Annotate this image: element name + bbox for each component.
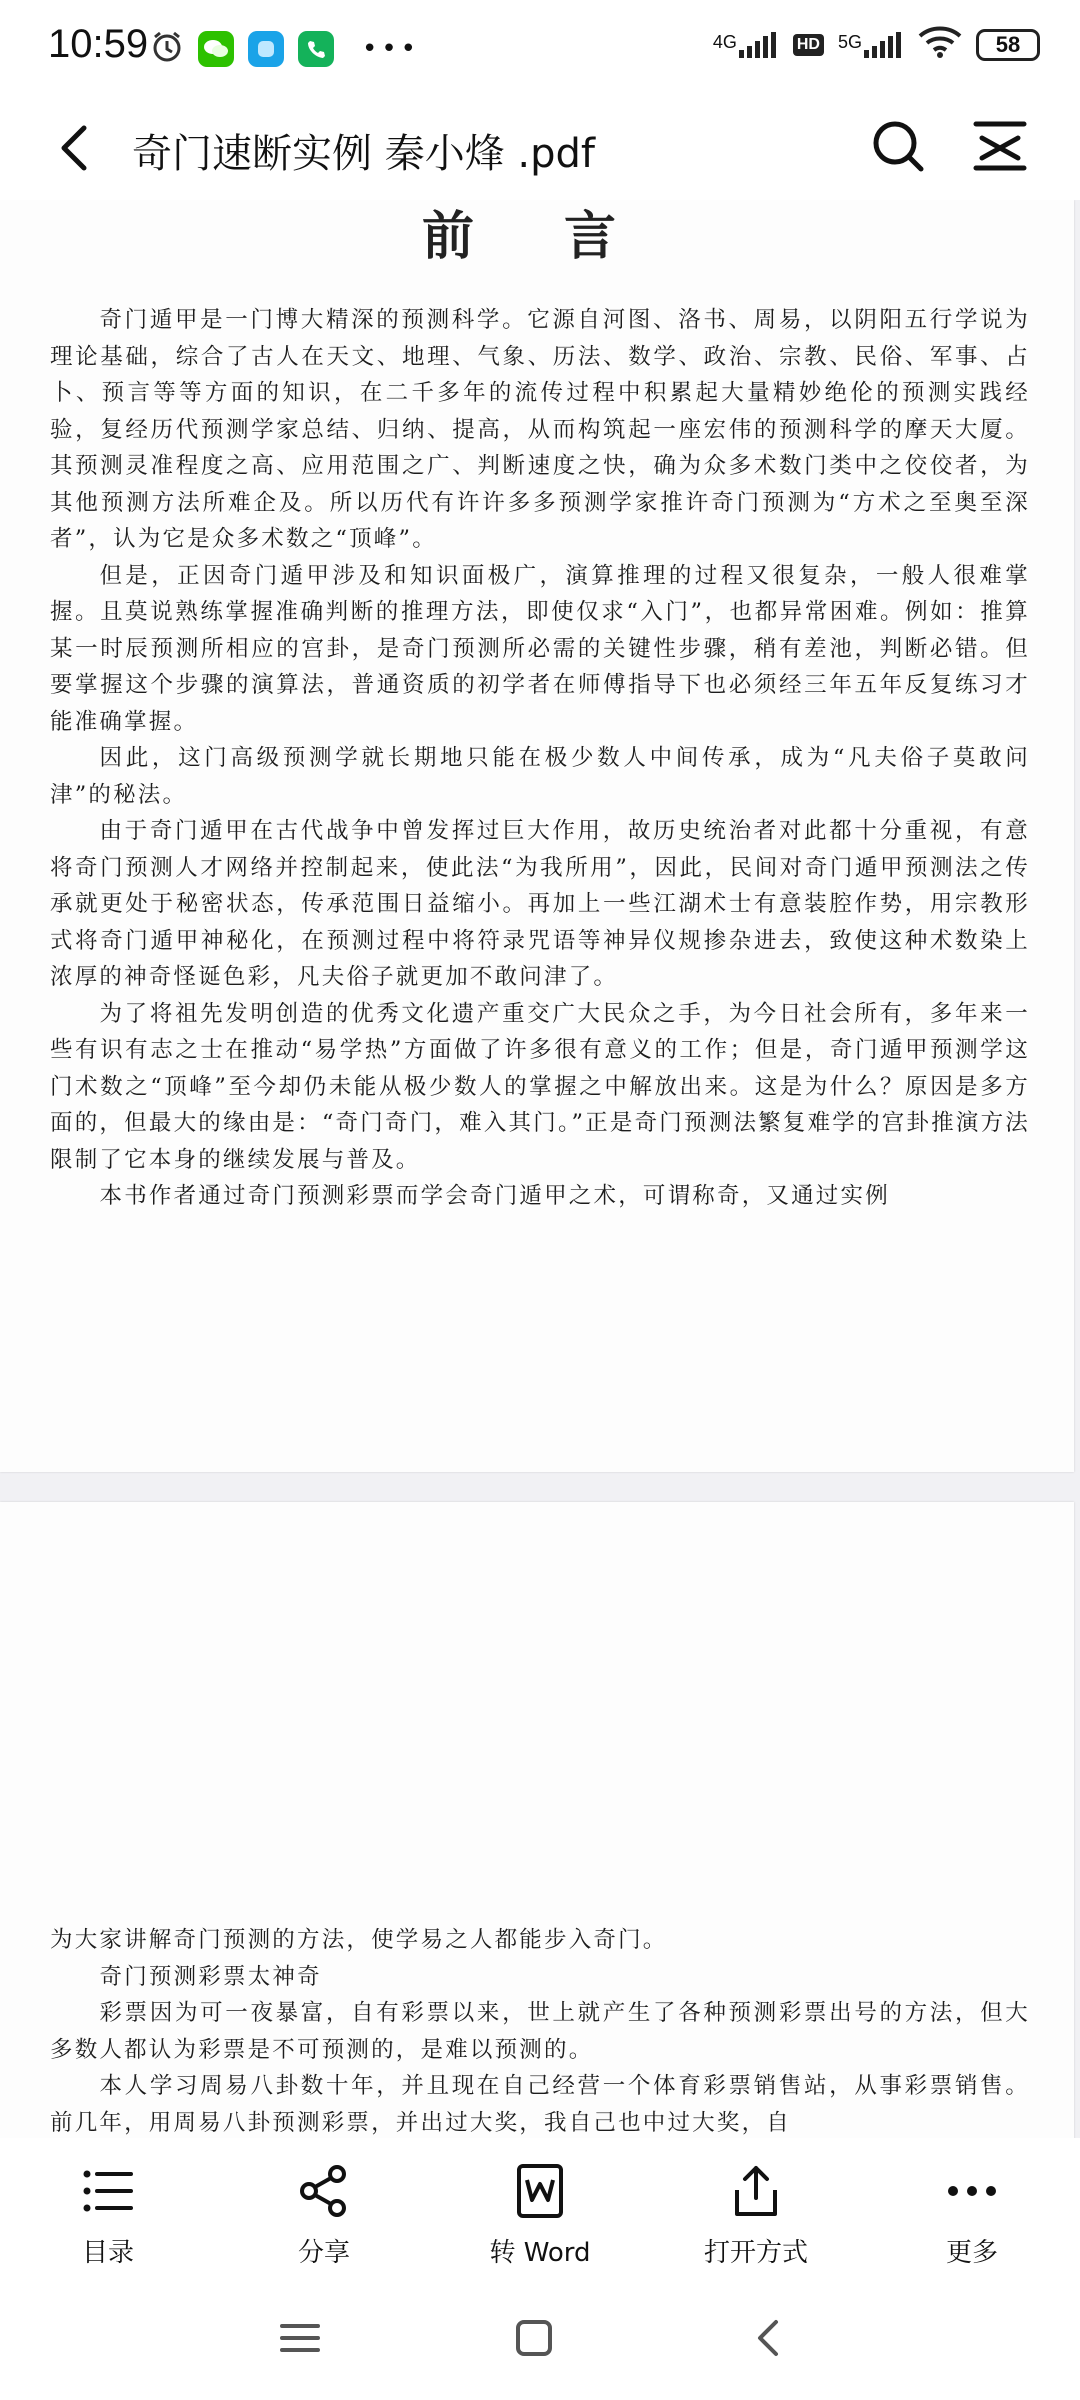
signal-5g-icon xyxy=(838,32,904,58)
search-button[interactable] xyxy=(866,114,930,178)
list-icon xyxy=(79,2162,137,2220)
system-navigation-bar xyxy=(0,2278,1080,2400)
back-arrow-icon xyxy=(44,116,108,180)
paragraph: 彩票因为可一夜暴富，自有彩票以来，世上就产生了各种预测彩票出号的方法，但大多数人都认为彩票是不可预测的，是难以预测的。 xyxy=(50,2000,1030,2063)
paragraph: 由于奇门遁甲在古代战争中曾发挥过巨大作用，故历史统治者对此都十分重视，有意将奇门预测人才网络并控制起来，使此法“为我所用”，因此，民间对奇门遁甲预测法之传承就更处于秘密状态，传承范围日益缩小。再加上一些江湖术士有意装腔作势，用宗教形式将奇门遁甲神秘化，在预测过程中将符录咒语等神异仪规掺杂进去，致使这种术数染上浓厚的神奇怪诞色彩，凡夫俗子就更加不敢问津了。 xyxy=(50,818,1030,990)
paragraph: 因此，这门高级预测学就长期地只能在极少数人中间传承，成为“凡夫俗子莫敢问津”的秘法。 xyxy=(50,745,1030,808)
phone-icon xyxy=(298,31,334,67)
bottom-toolbar xyxy=(0,2138,1080,2278)
toc-button[interactable] xyxy=(0,2138,216,2278)
open-with-button[interactable] xyxy=(648,2138,864,2278)
title-bar xyxy=(0,96,1080,200)
battery-level: 58 xyxy=(995,32,1021,57)
page-heading: 前 言 xyxy=(421,206,653,267)
paragraph: 为了将祖先发明创造的优秀文化遗产重交广大民众之手，为今日社会所有，多年来一些有识有志之士在推动“易学热”方面做了许多很有意义的工作；但是，奇门遁甲预测学这门术数之“顶峰”至今却仍未能从极少数人的掌握之中解放出来。这是为什么？原因是多方面的，但最大的缘由是：“奇门奇门，难入其门。”正是奇门预测法繁复难学的宫卦推演方法限制了它本身的继续发展与普及。 xyxy=(50,1000,1030,1173)
more-button[interactable] xyxy=(864,2138,1080,2278)
pdf-page-1[interactable] xyxy=(0,200,1074,1472)
home-icon xyxy=(504,2308,564,2368)
home-button[interactable] xyxy=(504,2308,564,2368)
page2-body xyxy=(50,1922,1030,2138)
hd-badge: HD xyxy=(793,34,824,56)
alarm-icon xyxy=(150,30,184,68)
share-label: 分享 xyxy=(297,2238,350,2268)
paragraph: 但是，正因奇门遁甲涉及和知识面极广，演算推理的过程又很复杂，一般人很难掌握。且莫说熟练掌握准确判断的推理方法，即使仅求“入门”，也都异常困难。例如：推算某一时辰预测所相应的宫卦，是奇门预测所必需的关键性步骤，稍有差池，判断必错。但要掌握这个步骤的演算法，普通资质的初学者在师傅指导下也必须经三年五年反复练习才能准确掌握。 xyxy=(50,562,1030,735)
system-back-button[interactable] xyxy=(740,2308,800,2368)
paragraph: 奇门遁甲是一门博大精深的预测科学。它源自河图、洛书、周易，以阴阳五行学说为理论基础，综合了古人在天文、地理、气象、历法、数学、政治、宗教、民俗、军事、占卜、预言等等方面的知识，在二千多年的流传过程中积累起大量精妙绝伦的预测实践经验，复经历代预测学家总结、归纳、提高，从而构筑起一座宏伟的预测科学的摩天大厦。其预测灵准程度之高、应用范围之广、判断速度之快，确为众多术数门类中之佼佼者，为其他预测方法所难企及。所以历代有许许多多预测学家推许奇门预测为“方术之至奥至深者”，认为它是众多术数之“顶峰”。 xyxy=(50,307,1030,552)
status-right-icons xyxy=(713,26,1040,64)
app-icon xyxy=(248,31,284,67)
open-with-icon xyxy=(727,2162,785,2220)
status-left-icons xyxy=(150,30,420,68)
battery-icon xyxy=(976,29,1040,61)
paragraph: 本人学习周易八卦数十年，并且现在自己经营一个体育彩票销售站，从事彩票销售。前几年，用周易八卦预测彩票，并出过大奖，我自己也中过大奖，自 xyxy=(50,2073,1030,2136)
page1-body xyxy=(50,302,1030,1215)
open-with-label: 打开方式 xyxy=(703,2238,808,2268)
wechat-icon xyxy=(198,31,234,67)
status-time: 10:59 xyxy=(48,22,149,66)
more-icon xyxy=(943,2162,1001,2220)
document-title: 奇门速断实例 秦小烽 .pdf xyxy=(132,131,596,177)
menu-icon xyxy=(270,2308,330,2368)
more-notifications: ••• xyxy=(362,34,421,64)
convert-word-label: 转 Word xyxy=(489,2238,591,2268)
network-label-5g: 5G xyxy=(837,32,862,52)
word-icon xyxy=(511,2162,569,2220)
pdf-page-2[interactable] xyxy=(0,1502,1074,2138)
toc-label: 目录 xyxy=(81,2238,134,2268)
convert-word-button[interactable] xyxy=(432,2138,648,2278)
paragraph: 为大家讲解奇门预测的方法，使学易之人都能步入奇门。 xyxy=(50,1927,668,1953)
search-icon xyxy=(866,114,930,178)
more-label: 更多 xyxy=(945,2238,998,2268)
fit-width-button[interactable] xyxy=(968,114,1032,178)
document-viewer[interactable] xyxy=(0,200,1080,2138)
network-label-4g: 4G xyxy=(712,32,737,52)
status-bar xyxy=(0,0,1080,96)
share-icon xyxy=(295,2162,353,2220)
share-button[interactable] xyxy=(216,2138,432,2278)
fit-width-icon xyxy=(968,114,1032,178)
recent-apps-button[interactable] xyxy=(270,2308,330,2368)
wifi-icon xyxy=(918,26,962,64)
signal-icon xyxy=(713,32,779,58)
back-button[interactable] xyxy=(44,116,108,180)
paragraph: 本书作者通过奇门预测彩票而学会奇门遁甲之术，可谓称奇，又通过实例 xyxy=(99,1183,890,1209)
section-heading: 奇门预测彩票太神奇 xyxy=(99,1963,322,1990)
back-icon xyxy=(740,2308,800,2368)
